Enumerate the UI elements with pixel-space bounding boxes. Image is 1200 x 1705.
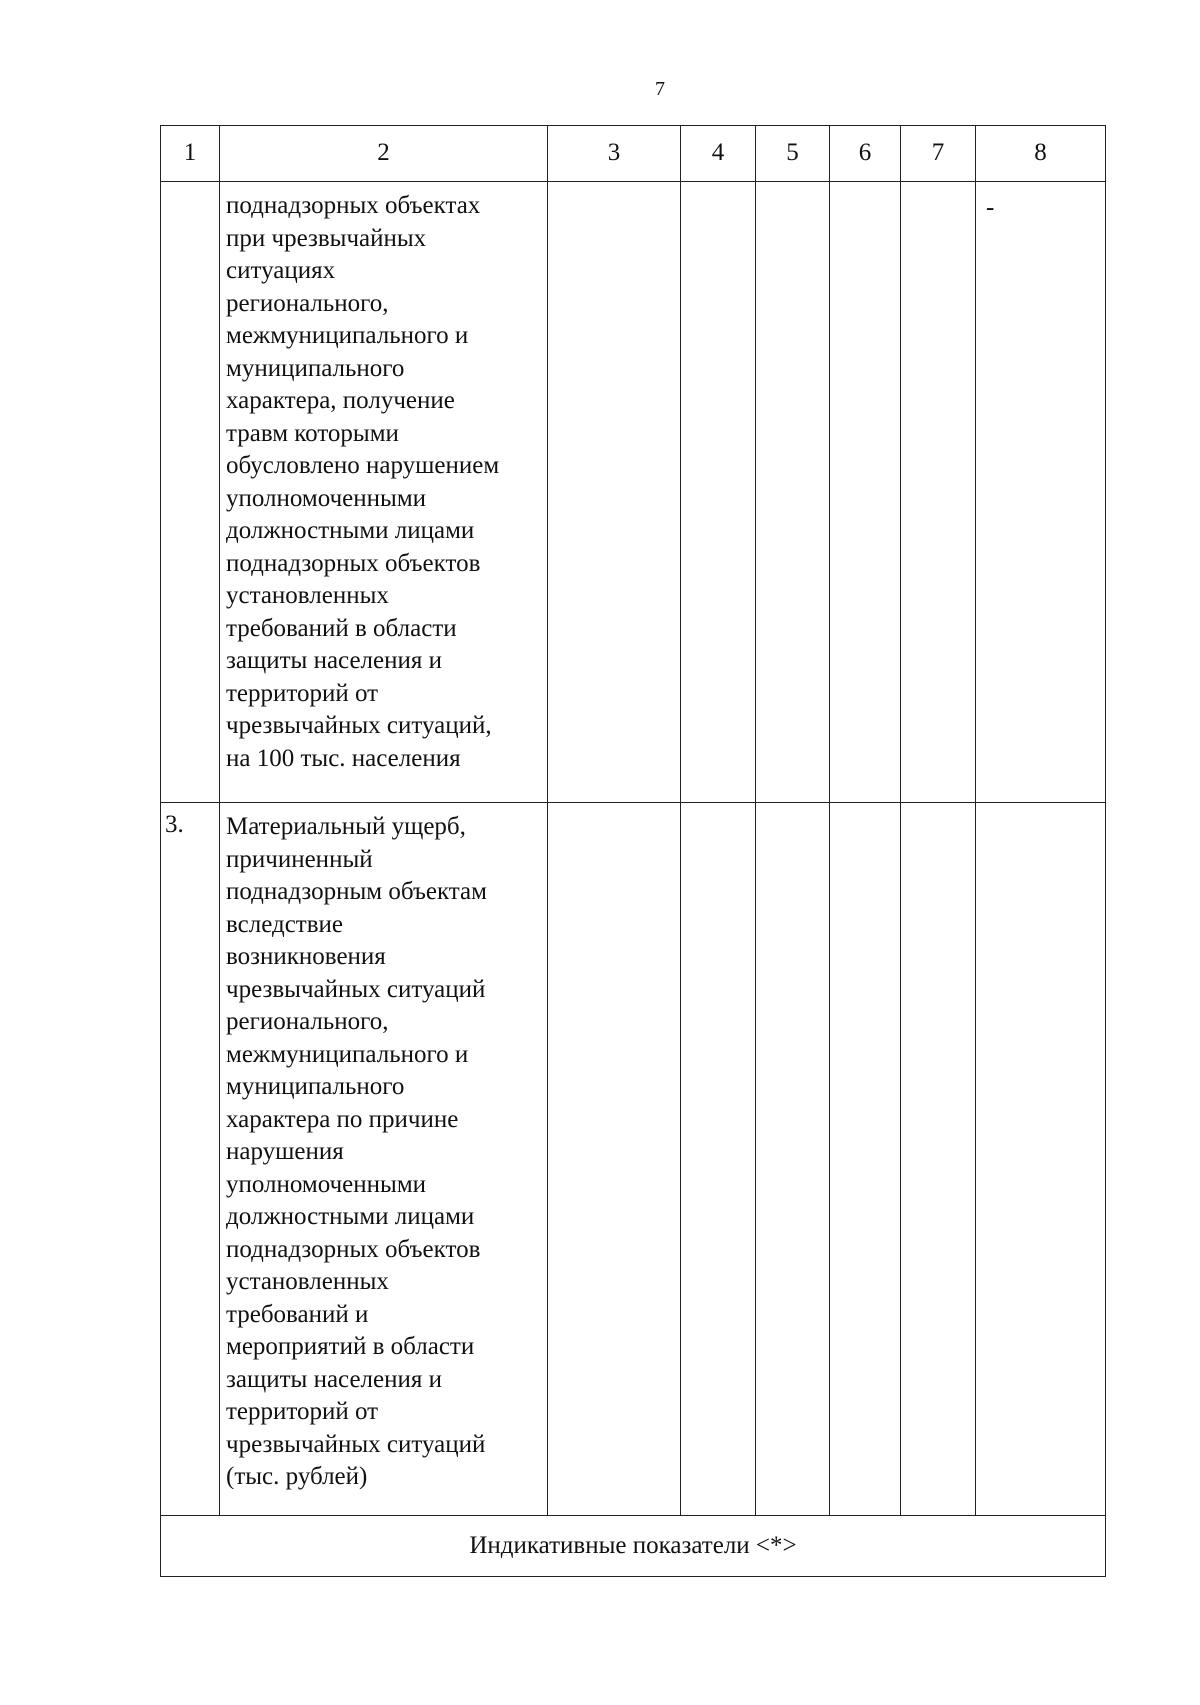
header-cell-6: 6 xyxy=(830,126,901,182)
row-description xyxy=(220,803,548,1516)
description-line: установленных xyxy=(226,1268,389,1295)
cell-col-8: - xyxy=(976,182,1106,803)
description-line: защиты населения и xyxy=(226,647,443,674)
description-line: муниципального xyxy=(226,1073,405,1100)
header-row xyxy=(161,126,1106,182)
description-line: уполномоченными xyxy=(226,1170,427,1198)
description-line: требований в области xyxy=(226,614,457,642)
description-line: Материальный ущерб, xyxy=(226,813,466,840)
cell-col-3 xyxy=(548,182,681,803)
cell-col-6 xyxy=(830,182,901,803)
description-line: уполномоченными xyxy=(226,484,427,512)
header-cell-3: 3 xyxy=(548,126,681,182)
description-line: поднадзорных объектов xyxy=(226,1235,481,1263)
cell-col-5 xyxy=(756,803,830,1516)
header-cell-7: 7 xyxy=(901,126,976,182)
description-line: вследствие xyxy=(226,910,344,938)
description-line: поднадзорным объектам xyxy=(226,878,487,905)
description-line: на 100 тыс. населения xyxy=(226,744,461,772)
description-line: чрезвычайных ситуаций xyxy=(226,1430,486,1458)
cell-col-4 xyxy=(681,803,756,1516)
description-line: территорий от xyxy=(226,1398,379,1425)
description-line: требований и xyxy=(226,1300,369,1328)
header-cell-5: 5 xyxy=(756,126,830,182)
row-number: 3. xyxy=(161,803,220,1516)
cell-col-3 xyxy=(548,803,681,1516)
description-line: межмуниципального и xyxy=(226,1040,469,1068)
description-line: регионального, xyxy=(226,289,389,317)
indicators-table xyxy=(160,125,1106,1577)
description-line: муниципального xyxy=(226,354,405,382)
description-line: регионального, xyxy=(226,1008,389,1035)
description-line: должностными лицами xyxy=(226,517,475,544)
description-line: должностными лицами xyxy=(226,1203,475,1230)
description-line: возникновения xyxy=(226,943,386,970)
description-line: обусловлено нарушением xyxy=(226,452,500,479)
header-cell-1: 1 xyxy=(161,126,220,182)
description-line: защиты населения и xyxy=(226,1365,443,1393)
table-row xyxy=(161,803,1106,1516)
description-line: причиненный xyxy=(226,845,373,873)
table-row xyxy=(161,182,1106,803)
cell-col-6 xyxy=(830,803,901,1516)
description-line: ситуациях xyxy=(226,257,336,284)
cell-col-7 xyxy=(901,182,976,803)
description-line: (тыс. рублей) xyxy=(226,1463,368,1490)
indicative-indicators-heading: Индикативные показатели <*> xyxy=(161,1516,1106,1577)
header-cell-8: 8 xyxy=(976,126,1106,182)
cell-col-4 xyxy=(681,182,756,803)
header-cell-4: 4 xyxy=(681,126,756,182)
cell-col-8 xyxy=(976,803,1106,1516)
description-line: характера по причине xyxy=(226,1105,459,1133)
description-line: чрезвычайных ситуаций xyxy=(226,975,486,1003)
description-line: установленных xyxy=(226,582,389,609)
cell-col-5 xyxy=(756,182,830,803)
row-number xyxy=(161,182,220,803)
description-line: мероприятий в области xyxy=(226,1333,475,1360)
description-line: при чрезвычайных xyxy=(226,224,427,252)
description-line: территорий от xyxy=(226,679,379,707)
description-line: нарушения xyxy=(226,1138,344,1165)
description-line: травм которыми xyxy=(226,419,399,447)
description-line: чрезвычайных ситуаций, xyxy=(226,712,492,739)
description-line: поднадзорных объектов xyxy=(226,549,481,577)
row-description xyxy=(220,182,548,803)
page-number: 7 xyxy=(655,78,665,100)
description-line: межмуниципального и xyxy=(226,322,469,349)
header-cell-2: 2 xyxy=(220,126,548,182)
section-header-row xyxy=(161,1516,1106,1577)
description-line: характера, получение xyxy=(226,387,455,414)
cell-col-7 xyxy=(901,803,976,1516)
description-line: поднадзорных объектах xyxy=(226,192,481,219)
